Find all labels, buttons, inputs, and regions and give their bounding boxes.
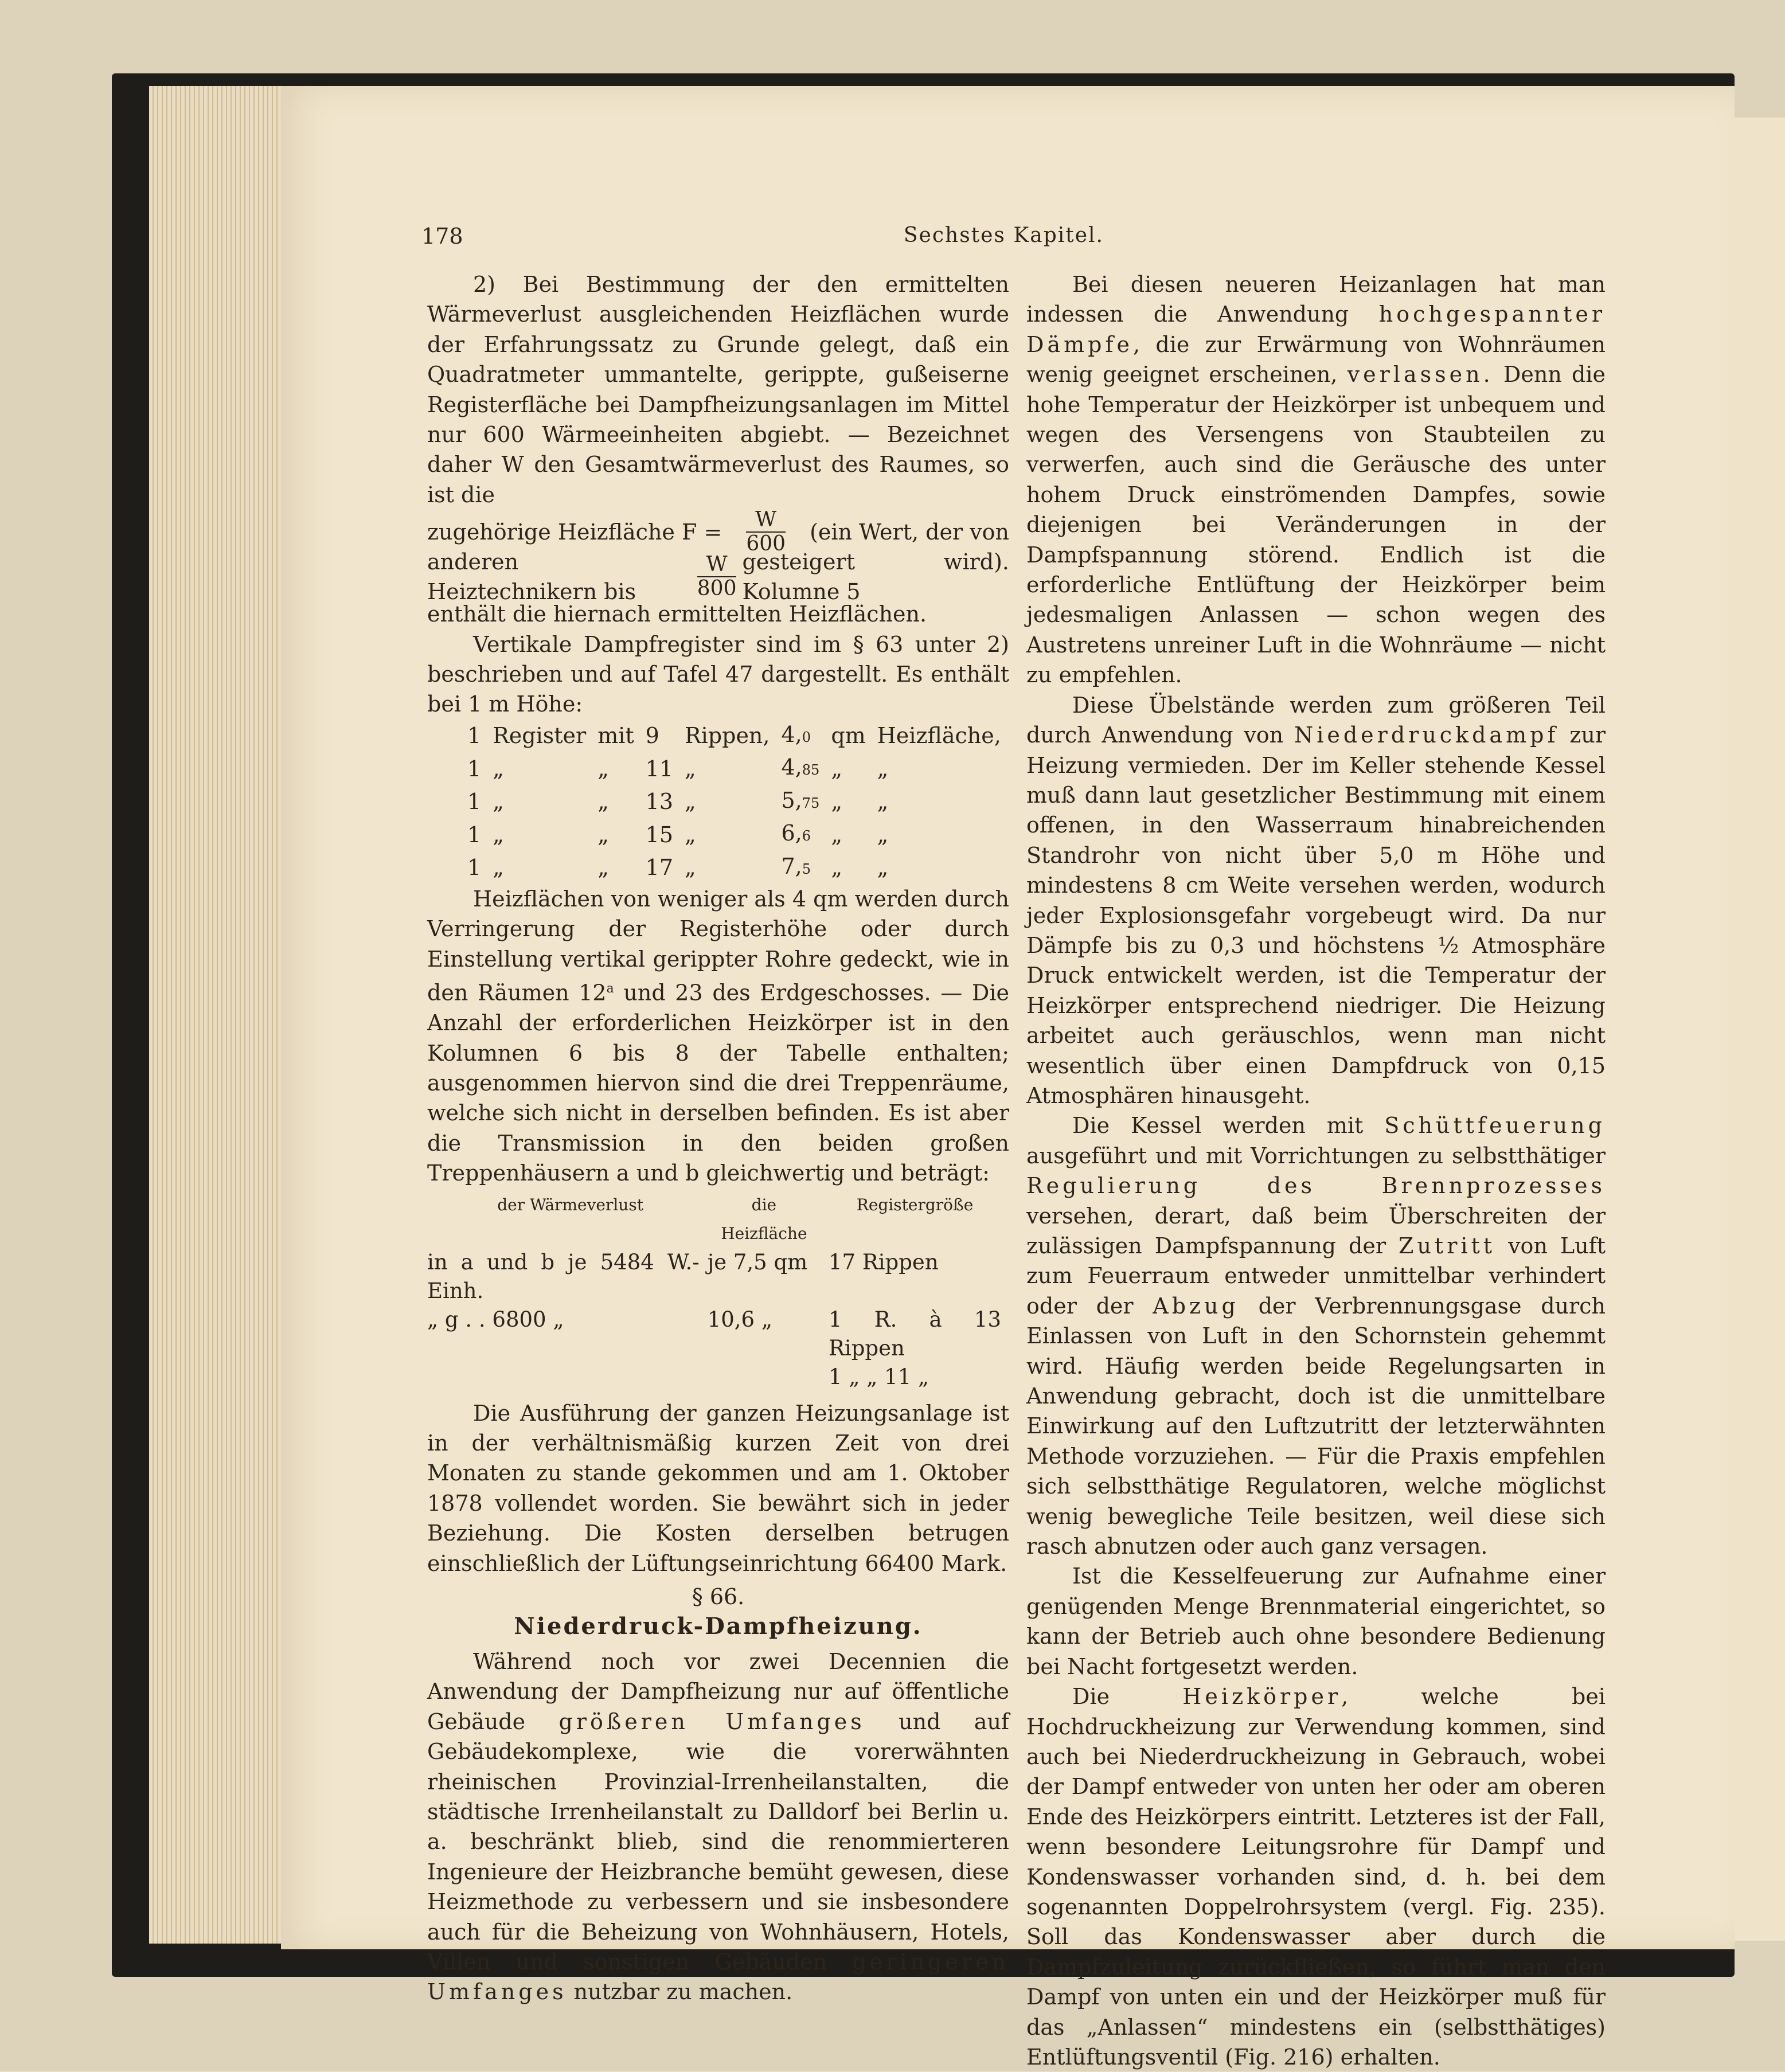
register-count: 1 [467,789,482,815]
table-row [467,752,1013,785]
heating-area: 4,85 [781,754,820,780]
paragraph: Diese Übelstände werden zum größeren Teil durch Anwendung von Niederdruckdampf zur Heizung vermieden. Der im Keller stehende Kessel muß dann laut gesetzlicher Bestimmung mit einem offenen, in den Wasserraum hinabreichenden Standrohr von nicht über 5,0 m Höhe und mindestens 8 cm Weite versehen werden, wodurch jeder Explosionsgefahr vorgebeugt wird. Da nur Dämpfe bis zu 0,3 und höchstens ½ Atmosphäre Druck entwickelt werden, ist die Temperatur der Heizkörper entsprechend niedriger. Die Heizung arbeitet auch geräuschlos, wenn man nicht wesentlich über einen Dampfdruck von 0,15 Atmosphären hinausgeht. [1026,692,1606,1108]
page-header [421,224,1104,258]
running-title: Sechstes Kapitel. [903,224,1104,247]
area-unit: „ [831,756,842,781]
table-row [467,720,1013,752]
rib-label: „ [685,756,696,781]
area-unit: „ [831,855,842,880]
table-header: der Wärmeverlust [497,1195,643,1214]
register-name: „ [493,756,504,781]
right-column [1026,269,1606,2072]
register-count: 1 [467,822,482,847]
heating-area: 4,0 [781,721,811,747]
page-number: 178 [421,224,463,249]
register-mit: „ [597,789,609,815]
paragraph: Die Kessel werden mit Schüttfeuerung ausgeführt und mit Vorrichtungen zu selbstthätiger Regulierung des Brennprozesses versehen, derart, daß beim Überschreiten der zulässigen Dampfspannung der Zutritt von Luft zum Feuerraum entweder unmittelbar verhindert oder der Abzug der Verbrennungsgase durch Einlassen von Luft in den Schornstein gehemmt wird. Häufig werden beide Regelungsarten in Anwendung gebracht, doch ist die unmittelbare Einwirkung auf den Luftzutritt der letzterwähnten Methode vorzuziehen. — Für die Praxis empfehlen sich selbstthätige Regulatoren, welche möglichst wenig bewegliche Teile besitzen, weil diese sich rasch abnutzen oder auch ganz versagen. [1026,1113,1606,1559]
heating-area: 5,75 [781,787,820,813]
area-label: Heizfläche, [877,723,1001,749]
table-header: Registergröße [856,1195,974,1214]
area-unit: qm [831,723,866,749]
rib-count: 9 [645,723,659,749]
area-label: „ [877,855,889,880]
register-name: „ [493,855,504,880]
register-count: 1 [467,723,482,749]
table-cell: „ g . . 6800 „ [427,1307,564,1332]
table-row [427,1248,1009,1305]
paragraph: 2) Bei Bestimmung der den ermittelten Wärmeverlust ausgleichenden Heizflächen wurde der Erfahrungssatz zu Grunde gelegt, daß ein Quadratmeter ummantelte, gerippte, gußeiserne Registerfläche bei Dampfheizungsanlagen im Mittel nur 600 Wärmeeinheiten abgiebt. — Bezeichnet daher W den Gesamtwärmeverlust des Raumes, so ist die [427,272,1009,507]
paragraph: Vertikale Dampfregister sind im § 63 unter 2) beschrieben und auf Tafel 47 dargestellt. Es enthält bei 1 m Höhe: [427,631,1009,717]
paragraph: Die Heizkörper, welche bei Hochdruckheizung zur Verwendung kommen, sind auch bei Niederdruckheizung in Gebrauch, wobei der Dampf entweder von unten her oder am oberen Ende des Heizkörpers eintritt. Letzteres ist der Fall, wenn besondere Leitungsrohre für Dampf und Kondenswasser vorhanden sind, d. h. bei dem sogenannten Doppelrohrsystem (vergl. Fig. 235). Soll das Kondenswasser aber durch die Dampfzuleitung zurückfließen, so führt man den Dampf von unten ein und der Heizkörper muß für das „Anlassen“ mindestens ein (selbstthätiges) Entlüftungsventil (Fig. 216) erhalten. [1026,1684,1606,2070]
register-table [467,720,1013,884]
section-title: Niederdruck-Dampfheizung. [514,1613,923,1640]
area-label: „ [877,756,889,781]
facing-page-edge [1732,118,1785,1941]
heating-area: 7,5 [781,853,811,879]
rib-count: 17 [645,855,674,880]
register-mit: mit [597,723,634,749]
paragraph: Die Ausführung der ganzen Heizungsanlage ist in der verhältnismäßig kurzen Zeit von drei Monaten zu stande gekommen und am 1. Oktober 1878 vollendet worden. Sie bewährt sich in jeder Beziehung. Die Kosten derselben betrugen einschließlich der Lüftungseinrichtung 66400 Mark. [427,1400,1009,1576]
table-cell: 1 R. à 13 Rippen 1 „ „ 11 „ [829,1307,1001,1389]
area-label: „ [877,789,889,815]
register-name: „ [493,822,504,847]
transmission-table [427,1191,1009,1391]
rib-label: „ [685,822,696,847]
area-unit: „ [831,789,842,815]
table-row [467,851,1013,884]
paragraph: Heizflächen von weniger als 4 qm werden durch Verringerung der Registerhöhe oder durch Einstellung vertikal gerippter Rohre gedeckt, wie in den Räumen 12$^a$ und 23 des Erdgeschosses. — Die Anzahl der erforderlichen Heizkörper ist in den Kolumnen 6 bis 8 der Tabelle enthalten; ausgenommen hiervon sind die drei Treppenräume, welche sich nicht in derselben befinden. Es ist aber die Transmission in den beiden großen Treppenhäusern a und b gleichwertig und beträgt: [427,886,1009,1186]
fraction: $\frac{W}{600}$ [746,508,786,556]
register-mit: „ [597,855,609,880]
paragraph: Ist die Kesselfeuerung zur Aufnahme einer genügenden Menge Brennmaterial eingerichtet, so kann der Betrieb auch ohne besondere Bedienung bei Nacht fortgesetzt werden. [1026,1563,1606,1679]
table-row [427,1305,1009,1391]
rib-label: „ [685,789,696,815]
table-header: die Heizfläche [721,1195,807,1243]
register-mit: „ [597,756,609,781]
paragraph: Bei diesen neueren Heizanlagen hat man indessen die Anwendung hochgespannter Dämpfe, die zur Erwärmung von Wohnräumen wenig geeignet erscheinen, verlassen. Denn die hohe Temperatur der Heizkörper ist unbequem und wegen des Versengens von Staubteilen zu verwerfen, auch sind die Geräusche des unter hohem Druck einströmenden Dampfes, sowie diejenigen bei Veränderungen in der Dampfspannung störend. Endlich ist die erforderliche Entlüftung der Heizkörper beim jedesmaligen Anlassen — schon wegen des Austretens unreiner Luft in die Wohnräume — nicht zu empfehlen. [1026,272,1606,688]
table-row [467,818,1013,851]
formula-line: anderen Heiztechnikern bis $\frac{W}{800}$ gesteigert wird). Kolumne 5 [427,549,1009,605]
table-cell: 10,6 „ [707,1307,773,1332]
area-label: „ [877,822,889,847]
register-count: 1 [467,855,482,880]
table-cell: je 7,5 qm [707,1249,808,1275]
rib-count: 15 [645,822,674,847]
paragraph: Während noch vor zwei Decennien die Anwendung der Dampfheizung nur auf öffentliche Gebäude größeren Umfanges und auf Gebäudekomplexe, wie die vorerwähnten rheinischen Provinzial-Irrenheilanstalten, die städtische Irrenheilanstalt zu Dalldorf bei Berlin u. a. beschränkt blieb, sind die renommierteren Ingenieure der Heizbranche bemüht gewesen, diese Heizmethode zu verbessern und sie insbesondere auch für die Beheizung von Wohnhäusern, Hotels, Villen und sonstigen Gebäuden geringeren Umfanges nutzbar zu machen. [427,1648,1009,2005]
table-cell: in a und b je 5484 W.-Einh. [427,1249,700,1303]
register-name: „ [493,789,504,815]
page-edges [149,86,292,1944]
area-unit: „ [831,822,842,847]
left-column [427,269,1009,2007]
rib-label: Rippen, [685,723,770,749]
formula-line: zugehörige Heizfläche F = $\frac{W}{600}$ (ein Wert, der von [427,508,1009,556]
text-line: enthält die hiernach ermittelten Heizflächen. [427,601,927,627]
register-name: Register [493,723,587,749]
register-mit: „ [597,822,609,847]
register-count: 1 [467,756,482,781]
table-row [467,785,1013,818]
heating-area: 6,6 [781,820,811,846]
rib-label: „ [685,855,696,880]
rib-count: 11 [645,756,674,781]
section-number: § 66. [692,1584,745,1610]
table-header-row [427,1191,1009,1248]
rib-count: 13 [645,789,674,815]
fraction: $\frac{W}{800}$ [697,553,737,601]
table-cell: 17 Rippen [829,1249,939,1275]
